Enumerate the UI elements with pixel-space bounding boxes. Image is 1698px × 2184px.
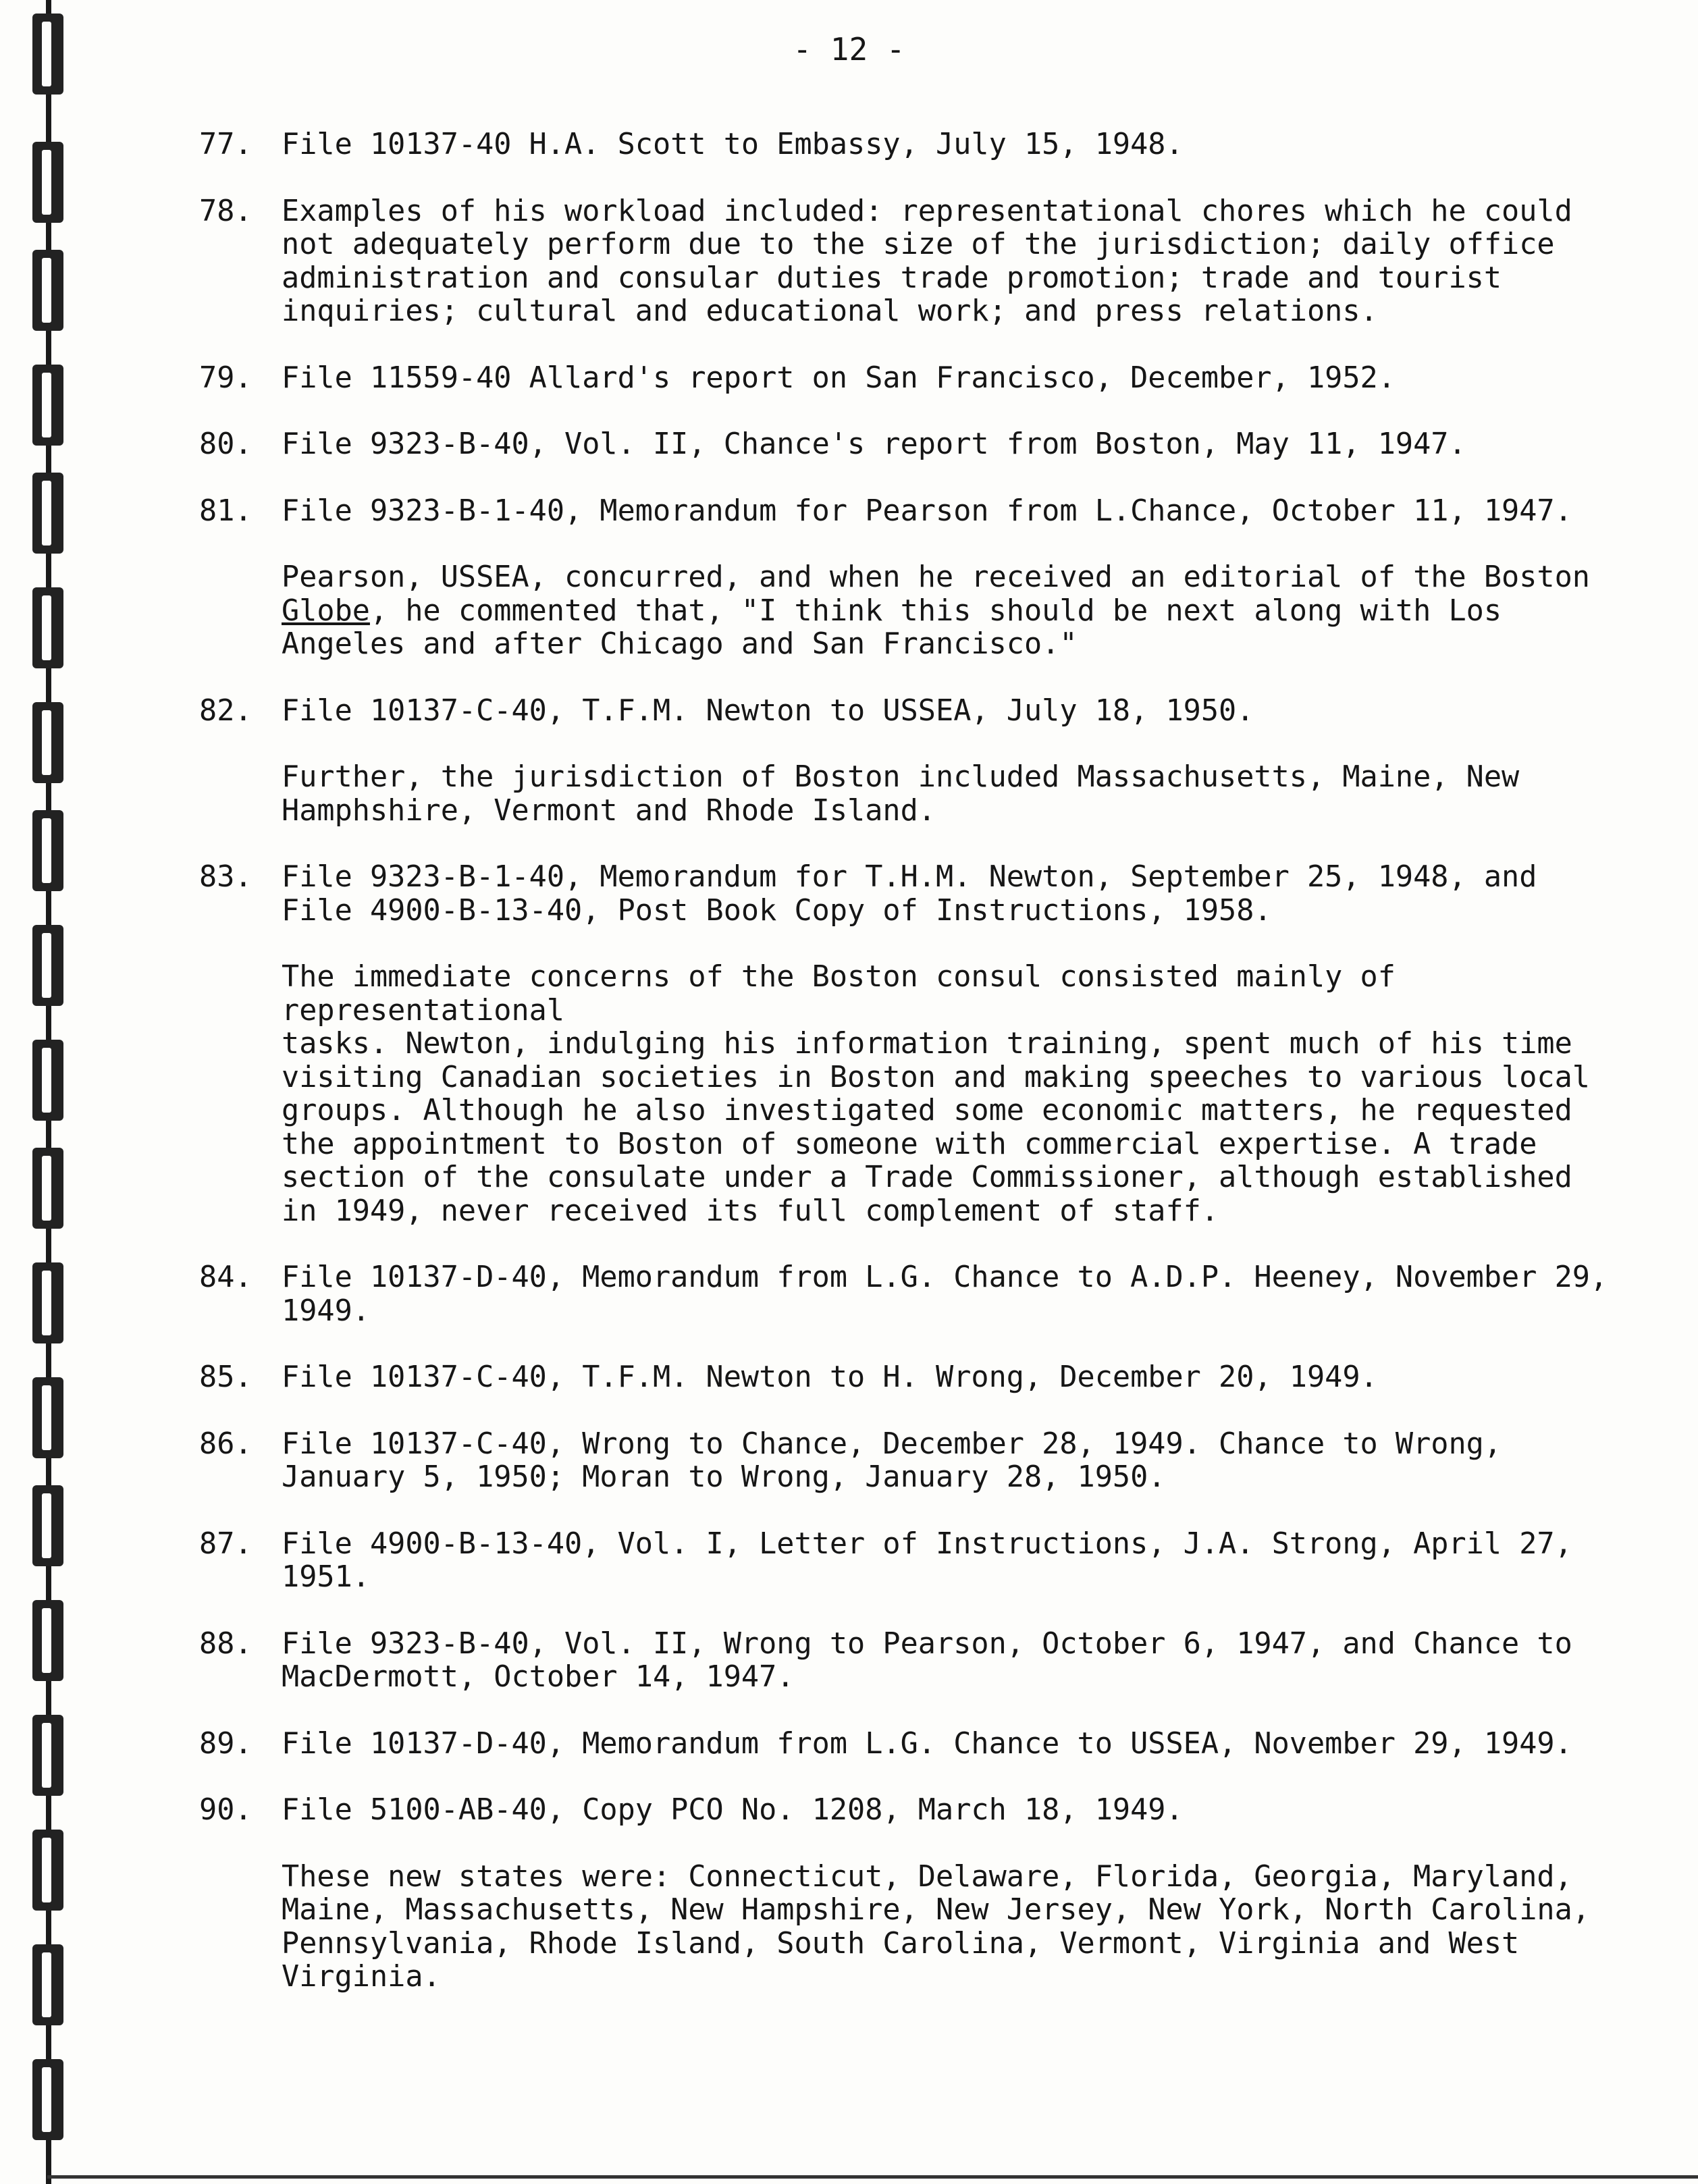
endnote (199, 1728, 1651, 1761)
endnote (199, 195, 1651, 329)
endnote-text: Examples of his workload included: representational chores which he could not adequately perform due to the size of the jurisdiction; daily office administration and consular duties trade promotion; trade and tourist inquiries; cultural and educational work; and press relations. (282, 194, 1572, 328)
endnote-commentary: These new states were: Connecticut, Delaware, Florida, Georgia, Maryland, Maine, Massachusetts, New Hampshire, New Jersey, New York, North Carolina, Pennsylvania, Rhode Island, South Carolina, Vermont, Virginia and West Virginia. (282, 1859, 1591, 1994)
commentary-text: Pearson, USSEA, concurred, and when he received an editorial of the Boston (282, 560, 1591, 594)
binding-coil (32, 810, 63, 891)
binding-coil (32, 1148, 63, 1229)
endnote-number: 79. (199, 361, 253, 395)
binding-coil (32, 1377, 63, 1458)
endnote-text: File 10137-D-40, Memorandum from L.G. Chance to USSEA, November 29, 1949. (282, 1726, 1572, 1761)
endnote (199, 861, 1651, 928)
binding-coil (32, 1262, 63, 1343)
page-number: - 12 - (793, 31, 905, 68)
newspaper-title: Globe (282, 593, 370, 628)
binding-coil (32, 250, 63, 331)
endnote-text: File 4900-B-13-40, Vol. I, Letter of Instructions, J.A. Strong, April 27, 1951. (282, 1526, 1572, 1594)
endnote-number: 82. (199, 693, 253, 728)
endnote (199, 1428, 1651, 1495)
binding-coil (32, 1040, 63, 1121)
endnotes-list (199, 128, 1651, 2027)
endnote-text: File 5100-AB-40, Copy PCO No. 1208, March 18, 1949. (282, 1793, 1184, 1827)
endnote-text: File 10137-40 H.A. Scott to Embassy, July 15, 1948. (282, 128, 1184, 161)
binding-coil (32, 1485, 63, 1566)
endnote-number: 88. (199, 1626, 253, 1661)
endnote-commentary (282, 561, 1651, 662)
endnote-text: File 9323-B-1-40, Memorandum for T.H.M. Newton, September 25, 1948, and File 4900-B-13-40, Post Book Copy of Instructions, 1958. (282, 860, 1537, 928)
endnote-number: 85. (199, 1360, 253, 1394)
endnote (199, 1528, 1651, 1595)
binding-coil (32, 2059, 63, 2140)
endnote-number: 81. (199, 494, 253, 528)
endnote (199, 128, 1651, 162)
bottom-rule (47, 2175, 1698, 2179)
endnote-text: File 10137-C-40, T.F.M. Newton to USSEA, July 18, 1950. (282, 693, 1254, 728)
endnote (199, 695, 1651, 728)
endnote-text: File 10137-D-40, Memorandum from L.G. Chance to A.D.P. Heeney, November 29, 1949. (282, 1260, 1608, 1328)
endnote-commentary: The immediate concerns of the Boston consul consisted mainly of representational tasks. Newton, indulging his information training, spent much of his time visiting Canadian societies in Boston and making speeches to various local groups. Although he also investigated some economic matters, he requested the appointment to Boston of someone with commercial expertise. A trade section of the consulate under a Trade Commissioner, although established in 1949, never received its full complement of staff. (282, 960, 1591, 1228)
endnote (199, 1628, 1651, 1695)
binding-coil (32, 702, 63, 783)
endnote (199, 362, 1651, 396)
binding-coil (32, 925, 63, 1006)
endnote-number: 89. (199, 1726, 253, 1761)
endnote-number: 84. (199, 1260, 253, 1294)
spiral-binding (0, 0, 88, 2184)
endnote-number: 87. (199, 1526, 253, 1561)
endnote-text: File 9323-B-40, Vol. II, Chance's report from Boston, May 11, 1947. (282, 427, 1466, 461)
endnote (199, 1361, 1651, 1395)
endnote-commentary: Further, the jurisdiction of Boston included Massachusetts, Maine, New Hamphshire, Vermont and Rhode Island. (282, 760, 1520, 828)
endnote-text: File 10137-C-40, T.F.M. Newton to H. Wrong, December 20, 1949. (282, 1360, 1378, 1394)
endnote-text: File 9323-B-40, Vol. II, Wrong to Pearson, October 6, 1947, and Chance to MacDermott, October 14, 1947. (282, 1626, 1572, 1694)
binding-coil (32, 473, 63, 554)
binding-coil (32, 365, 63, 446)
endnote-text: File 11559-40 Allard's report on San Francisco, December, 1952. (282, 361, 1396, 395)
endnote-number: 78. (199, 194, 253, 228)
endnote-text: File 10137-C-40, Wrong to Chance, December 28, 1949. Chance to Wrong, January 5, 1950; Moran to Wrong, January 28, 1950. (282, 1427, 1502, 1494)
endnote (199, 428, 1651, 462)
endnote (199, 1794, 1651, 1828)
binding-coil (32, 587, 63, 668)
endnote (199, 495, 1651, 529)
endnote-number: 90. (199, 1793, 253, 1827)
endnote-number: 86. (199, 1427, 253, 1461)
binding-coil (32, 142, 63, 223)
binding-coil (32, 1830, 63, 1911)
endnote-text: File 9323-B-1-40, Memorandum for Pearson from L.Chance, October 11, 1947. (282, 494, 1572, 528)
binding-coil (32, 1715, 63, 1796)
endnote (199, 1261, 1651, 1328)
binding-coil (32, 1944, 63, 2025)
endnote-number: 80. (199, 427, 253, 461)
commentary-text: , he commented that, "I think this should be next along with Los Angeles and after Chicago and San Francisco." (282, 593, 1502, 661)
endnote-number: 77. (199, 128, 253, 161)
endnote-number: 83. (199, 860, 253, 894)
binding-coil (32, 1600, 63, 1681)
